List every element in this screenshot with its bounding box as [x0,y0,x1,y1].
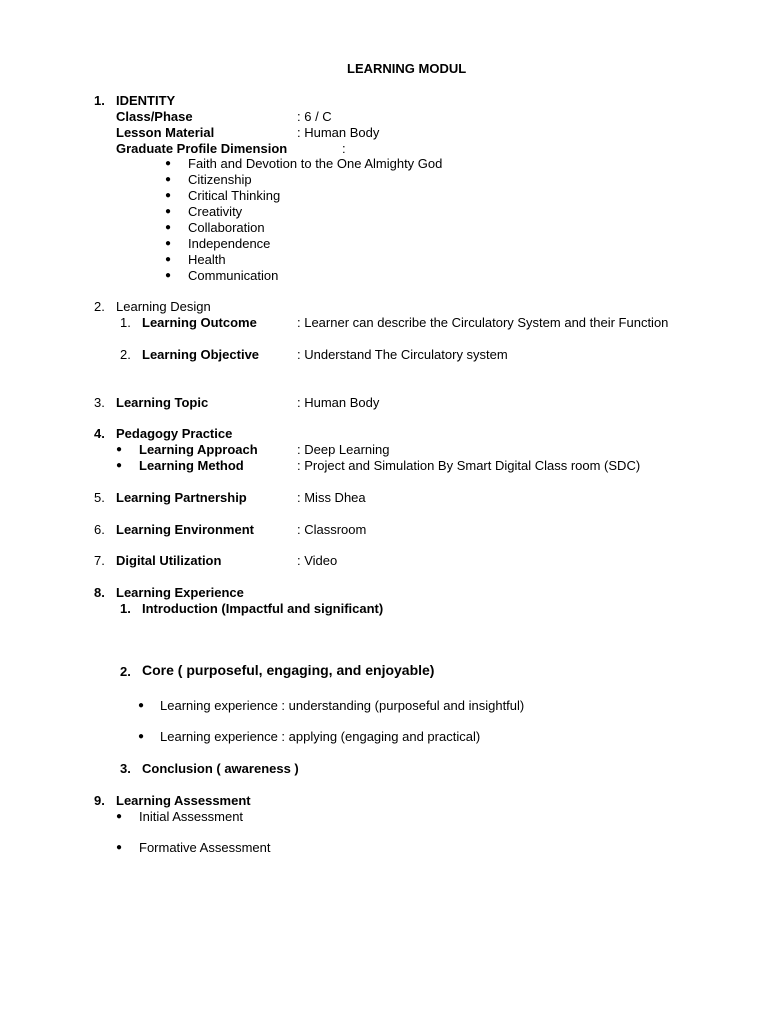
field-value: : Learner can describe the Circulatory System and their Function [297,315,669,330]
section-heading: Learning Design [116,299,211,314]
list-item: Initial Assessment [139,809,244,824]
field-value: : Understand The Circulatory system [297,347,508,362]
sub-number: 2. [120,347,131,362]
section-heading: Learning Assessment [116,793,251,808]
bullet-icon: ● [165,190,172,201]
bullet-icon: ● [165,174,172,185]
list-item: Formative Assessment [139,840,271,855]
bullet-icon: ● [138,700,145,711]
section-number: 8. [94,585,105,600]
field-value: : Project and Simulation By Smart Digital Class room (SDC) [297,458,641,473]
field-label: Learning Approach [139,442,258,457]
field-value: : Miss Dhea [297,490,366,505]
section-number: 1. [94,93,105,108]
bullet-icon: ● [165,270,172,281]
section-number: 4. [94,426,105,441]
field-value: : Human Body [297,125,380,140]
section-number: 2. [94,299,105,314]
list-item: Collaboration [188,220,265,235]
sub-number: 1. [120,601,131,616]
section-number: 5. [94,490,105,505]
list-item: Faith and Devotion to the One Almighty God [188,156,443,171]
list-item: Creativity [188,204,243,219]
list-item: Communication [188,268,279,283]
field-value: : [342,141,346,156]
field-label: Class/Phase [116,109,193,124]
sub-heading: Conclusion ( awareness ) [142,761,299,776]
field-value: : Classroom [297,522,367,537]
field-label: Lesson Material [116,125,215,140]
list-item: Learning experience : applying (engaging and practical) [160,729,481,744]
sub-number: 1. [120,315,131,330]
list-item: Critical Thinking [188,188,281,203]
sub-number: 3. [120,761,131,776]
field-label: Learning Outcome [142,315,257,330]
bullet-icon: ● [116,444,123,455]
bullet-icon: ● [116,811,123,822]
section-number: 6. [94,522,105,537]
field-value: : Human Body [297,395,380,410]
section-heading: Pedagogy Practice [116,426,233,441]
bullet-icon: ● [165,254,172,265]
bullet-icon: ● [138,731,145,742]
field-value: : Video [297,553,338,568]
sub-heading: Core ( purposeful, engaging, and enjoyable) [142,662,435,678]
document-title: LEARNING MODUL [347,61,467,76]
list-item: Health [188,252,226,267]
list-item: Citizenship [188,172,252,187]
bullet-icon: ● [116,460,123,471]
sub-number: 2. [120,664,131,679]
list-item: Independence [188,236,271,251]
field-value: : Deep Learning [297,442,390,457]
field-label: Learning Environment [116,522,254,537]
list-item: Learning experience : understanding (purposeful and insightful) [160,698,525,713]
bullet-icon: ● [165,158,172,169]
bullet-icon: ● [116,842,123,853]
field-label: Learning Method [139,458,244,473]
section-heading: IDENTITY [116,93,176,108]
field-label: Learning Objective [142,347,260,362]
section-heading: Learning Experience [116,585,244,600]
section-number: 3. [94,395,105,410]
section-number: 9. [94,793,105,808]
bullet-icon: ● [165,238,172,249]
field-value: : 6 / C [297,109,332,124]
section-number: 7. [94,553,105,568]
bullet-icon: ● [165,222,172,233]
sub-heading: Introduction (Impactful and significant) [142,601,384,616]
field-label: Learning Partnership [116,490,247,505]
field-label: Learning Topic [116,395,209,410]
bullet-icon: ● [165,206,172,217]
field-label: Digital Utilization [116,553,222,568]
field-label: Graduate Profile Dimension [116,141,288,156]
